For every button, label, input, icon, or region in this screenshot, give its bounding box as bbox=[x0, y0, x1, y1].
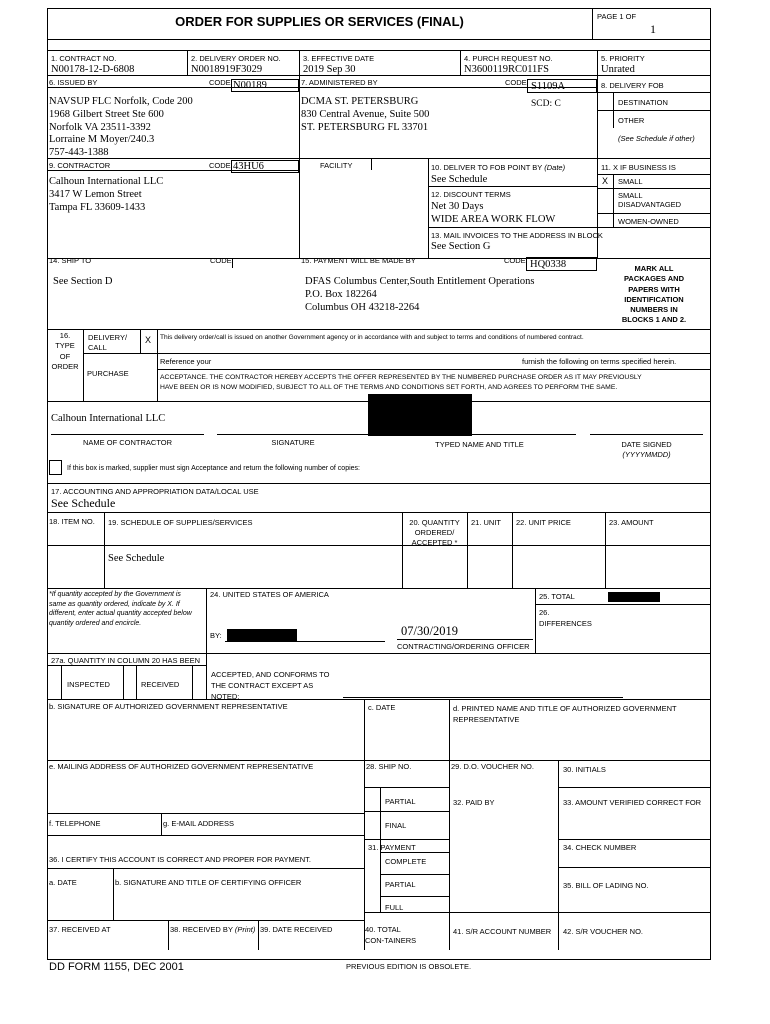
received-at-label: 37. RECEIVED AT bbox=[49, 925, 111, 934]
do-voucher-label: 29. D.O. VOUCHER NO. bbox=[451, 762, 534, 771]
divider bbox=[597, 92, 711, 93]
usa-label: 24. UNITED STATES OF AMERICA bbox=[210, 590, 329, 599]
item-no-header: 18. ITEM NO. bbox=[49, 517, 95, 526]
form-id: DD FORM 1155, DEC 2001 bbox=[49, 961, 184, 973]
deliver-to-fob-value[interactable]: See Schedule bbox=[431, 174, 488, 185]
ship-to-code-label: CODE bbox=[210, 256, 232, 265]
divider bbox=[364, 787, 449, 788]
divider bbox=[613, 174, 614, 227]
divider bbox=[47, 760, 711, 761]
divider bbox=[206, 588, 207, 653]
complete-label: COMPLETE bbox=[385, 857, 427, 866]
received-by-label-text: 38. RECEIVED BY bbox=[170, 925, 233, 934]
received-by-label bbox=[170, 925, 255, 934]
divider bbox=[258, 920, 259, 950]
business-women-owned: WOMEN-OWNED bbox=[618, 217, 679, 226]
signature-line bbox=[225, 641, 385, 642]
divider bbox=[47, 87, 597, 88]
order-type-label: 16. TYPE OF ORDER bbox=[51, 331, 79, 371]
divider bbox=[157, 369, 711, 370]
divider bbox=[83, 329, 84, 401]
partial2-label: PARTIAL bbox=[385, 880, 416, 889]
divider bbox=[47, 835, 364, 836]
deliver-to-fob-label-text: 10. DELIVER TO FOB POINT BY bbox=[431, 163, 543, 172]
divider bbox=[47, 545, 711, 546]
divider bbox=[428, 186, 597, 187]
divider bbox=[380, 852, 449, 853]
divider bbox=[168, 920, 169, 950]
page-label: PAGE 1 OF bbox=[597, 12, 637, 21]
divider bbox=[460, 50, 461, 75]
divider bbox=[161, 813, 162, 835]
delivery-fob-label: 8. DELIVERY FOB bbox=[601, 81, 664, 90]
fob-other: OTHER bbox=[618, 116, 645, 125]
quantity-header: 20. QUANTITY ORDERED/ ACCEPTED * bbox=[409, 518, 460, 547]
mail-invoices-value[interactable]: See Section G bbox=[431, 241, 491, 252]
divider bbox=[558, 787, 711, 788]
purch-request-label: 4. PURCH REQUEST NO. bbox=[464, 54, 553, 63]
facility-label: FACILITY bbox=[320, 161, 353, 170]
typed-name-label: TYPED NAME AND TITLE bbox=[435, 440, 524, 449]
inspected-label: INSPECTED bbox=[67, 680, 110, 689]
effective-date-label: 3. EFFECTIVE DATE bbox=[303, 54, 375, 63]
divider bbox=[558, 760, 559, 950]
divider bbox=[428, 227, 711, 228]
mailing-label: e. MAILING ADDRESS OF AUTHORIZED GOVERNMENT REPRESENTATIVE bbox=[49, 762, 314, 771]
discount-terms-label: 12. DISCOUNT TERMS bbox=[431, 190, 511, 199]
business-small-disadvantaged: SMALL DISADVANTAGED bbox=[618, 191, 682, 209]
page-total: 1 bbox=[650, 22, 656, 36]
ship-no-label: 28. SHIP NO. bbox=[366, 762, 412, 771]
sr-account-label: 41. S/R ACCOUNT NUMBER bbox=[453, 927, 552, 936]
divider bbox=[47, 920, 364, 921]
payment-address[interactable]: DFAS Columbus Center,South Entitlement Operations P.O. Box 182264 Columbus OH 43218-2264 bbox=[305, 276, 535, 313]
total-containers-label: 40. TOTAL CON-TAINERS bbox=[365, 925, 417, 945]
order-type-mark[interactable]: X bbox=[145, 335, 152, 345]
divider bbox=[558, 839, 711, 840]
notes-line bbox=[343, 697, 623, 698]
divider bbox=[299, 50, 300, 258]
supplies-header: 19. SCHEDULE OF SUPPLIES/SERVICES bbox=[108, 518, 253, 527]
sr-voucher-label: 42. S/R VOUCHER NO. bbox=[563, 927, 644, 936]
qty-has-been-label: 27a. QUANTITY IN COLUMN 20 HAS BEEN bbox=[51, 656, 201, 665]
copies-note: If this box is marked, supplier must sign Acceptance and return the following number of copies: bbox=[67, 465, 360, 472]
by-label: BY: bbox=[210, 631, 222, 640]
divider bbox=[364, 912, 711, 913]
certify-label: 36. I CERTIFY THIS ACCOUNT IS CORRECT AND PROPER FOR PAYMENT. bbox=[49, 855, 311, 864]
divider bbox=[605, 512, 606, 588]
payment-31-label: 31. PAYMENT bbox=[368, 843, 416, 852]
telephone-label: f. TELEPHONE bbox=[49, 819, 101, 828]
divider bbox=[380, 896, 449, 897]
name-of-contractor-label: NAME OF CONTRACTOR bbox=[82, 438, 173, 447]
redacted-signature bbox=[368, 394, 472, 436]
signature-line bbox=[217, 434, 369, 435]
cert-sig-label: b. SIGNATURE AND TITLE OF CERTIFYING OFFICER bbox=[115, 878, 302, 887]
divider bbox=[47, 158, 711, 159]
mark-all-packages: MARK ALL PACKAGES AND PAPERS WITH IDENTIFICATION NUMBERS IN BLOCKS 1 AND 2. bbox=[621, 264, 687, 325]
contractor-code[interactable]: 43HU6 bbox=[233, 161, 264, 172]
total-label: 25. TOTAL bbox=[539, 592, 575, 601]
divider bbox=[47, 813, 364, 814]
business-small: SMALL bbox=[618, 177, 643, 186]
divider bbox=[364, 839, 449, 840]
divider bbox=[592, 8, 593, 39]
divider bbox=[597, 213, 711, 214]
date-signed-label: DATE SIGNED bbox=[621, 440, 672, 449]
delivery-order-no[interactable]: N0018919F3029 bbox=[191, 64, 263, 75]
divider bbox=[535, 588, 536, 653]
partial-label: PARTIAL bbox=[385, 797, 416, 806]
quantity-note: *If quantity accepted by the Government is same as quantity ordered, indicate by X. If different, enter actual quantity accepted below quantity ordered and encircle. bbox=[49, 591, 192, 627]
redacted-total bbox=[608, 592, 660, 602]
divider bbox=[113, 868, 114, 920]
sig-auth-label: b. SIGNATURE OF AUTHORIZED GOVERNMENT REPRESENTATIVE bbox=[49, 702, 288, 711]
administered-by-address[interactable]: DCMA ST. PETERSBURG 830 Central Avenue, Suite 500 ST. PETERSBURG FL 33701 bbox=[301, 96, 430, 133]
administered-by-code[interactable]: S1109A bbox=[531, 81, 566, 92]
contract-no-label: 1. CONTRACT NO. bbox=[51, 54, 117, 63]
signature-line bbox=[397, 639, 533, 640]
divider bbox=[613, 92, 614, 128]
order-type-purchase: PURCHASE bbox=[87, 369, 129, 378]
dd-form-1155 bbox=[47, 8, 711, 960]
date-c-label: c. DATE bbox=[368, 703, 396, 712]
full-label: FULL bbox=[385, 903, 404, 912]
delivery-order-label: 2. DELIVERY ORDER NO. bbox=[191, 54, 281, 63]
date-format: (YYYYMMDD) bbox=[622, 450, 671, 459]
administered-by-label: 7. ADMINISTERED BY bbox=[301, 78, 378, 87]
furnish-text: furnish the following on terms specified herein. bbox=[522, 357, 677, 366]
paid-by-label: 32. PAID BY bbox=[453, 798, 495, 807]
unit-header: 21. UNIT bbox=[471, 518, 502, 527]
payment-code-label: CODE bbox=[504, 256, 526, 265]
divider bbox=[47, 39, 711, 40]
issued-by-address[interactable]: NAVSUP FLC Norfolk, Code 200 1968 Gilbert Street Ste 600 Norfolk VA 23511-3392 Lorraine M Moyer/240.3 757-443-1388 bbox=[49, 96, 193, 159]
divider bbox=[512, 512, 513, 588]
issued-by-code-label: CODE bbox=[209, 78, 231, 87]
officer-date[interactable]: 07/30/2019 bbox=[401, 624, 458, 638]
schedule-value[interactable]: See Schedule bbox=[108, 553, 165, 564]
administered-by-code-label: CODE bbox=[505, 78, 527, 87]
divider bbox=[187, 50, 188, 75]
divider bbox=[157, 329, 158, 401]
acceptance-text: ACCEPTANCE. THE CONTRACTOR HEREBY ACCEPTS THE OFFER REPRESENTED BY THE NUMBERED PURCHASE ORDER AS IT MAY PREVIOUSLY HAVE BEEN OR IS NOW MODIFIED, SUBJECT TO ALL OF THE TERMS AND CONDITIONS SET FORTH, AND AGREES TO PERFORM THE SAME. bbox=[160, 374, 642, 391]
unit-price-header: 22. UNIT PRICE bbox=[516, 518, 571, 527]
order-type-delivery-text: This delivery order/call is issued on another Government agency or in accordance with and subject to terms and conditions of numbered contract. bbox=[160, 334, 584, 341]
check-number-label: 34. CHECK NUMBER bbox=[563, 843, 637, 852]
redacted-officer-signature bbox=[227, 629, 297, 641]
differences-label: 26. DIFFERENCES bbox=[539, 608, 592, 628]
fob-note: (See Schedule if other) bbox=[618, 134, 695, 143]
divider bbox=[47, 588, 711, 589]
business-mark[interactable]: X bbox=[602, 176, 609, 186]
date-received-label: 39. DATE RECEIVED bbox=[260, 925, 333, 934]
initials-label: 30. INITIALS bbox=[563, 765, 606, 774]
divider bbox=[140, 329, 141, 353]
divider bbox=[535, 604, 711, 605]
contractor-address[interactable]: Calhoun International LLC 3417 W Lemon Street Tampa FL 33609-1433 bbox=[49, 176, 164, 213]
divider bbox=[597, 110, 711, 111]
divider bbox=[380, 874, 449, 875]
divider bbox=[206, 653, 207, 699]
divider bbox=[47, 653, 711, 654]
reference-your: Reference your bbox=[160, 357, 212, 366]
officer-label: CONTRACTING/ORDERING OFFICER bbox=[397, 642, 530, 651]
bill-of-lading-label: 35. BILL OF LADING NO. bbox=[563, 881, 649, 890]
email-label: g. E-MAIL ADDRESS bbox=[163, 819, 234, 828]
divider bbox=[428, 158, 429, 258]
purch-request-no[interactable]: N3600119RC011FS bbox=[464, 64, 549, 75]
received-label: RECEIVED bbox=[141, 680, 180, 689]
contractor-label: 9. CONTRACTOR bbox=[49, 161, 111, 170]
divider bbox=[47, 699, 711, 700]
amount-header: 23. AMOUNT bbox=[609, 518, 654, 527]
accounting-label: 17. ACCOUNTING AND APPROPRIATION DATA/LOCAL USE bbox=[51, 487, 259, 496]
divider bbox=[47, 483, 711, 484]
divider bbox=[47, 50, 711, 51]
divider bbox=[192, 665, 193, 699]
priority[interactable]: Unrated bbox=[601, 64, 635, 75]
cert-date-label: a. DATE bbox=[49, 878, 77, 887]
accepted-conforms: ACCEPTED, AND CONFORMS TO THE CONTRACT EXCEPT AS NOTED: bbox=[211, 670, 330, 701]
divider bbox=[467, 512, 468, 588]
mail-invoices-label: 13. MAIL INVOICES TO THE ADDRESS IN BLOCK bbox=[431, 231, 603, 240]
divider bbox=[364, 811, 449, 812]
printed-name-label: d. PRINTED NAME AND TITLE OF AUTHORIZED GOVERNMENT REPRESENTATIVE bbox=[453, 704, 677, 724]
signature-line bbox=[590, 434, 703, 435]
final-label: FINAL bbox=[385, 821, 407, 830]
copies-checkbox[interactable] bbox=[49, 460, 62, 475]
deliver-to-fob-label bbox=[431, 163, 565, 172]
divider bbox=[47, 512, 711, 513]
divider bbox=[47, 868, 364, 869]
scd: SCD: C bbox=[531, 99, 561, 109]
signature-label: SIGNATURE bbox=[271, 438, 315, 447]
divider bbox=[136, 665, 137, 699]
payment-code[interactable]: HQ0338 bbox=[530, 259, 567, 270]
signature-line bbox=[51, 434, 204, 435]
discount-terms-value[interactable]: Net 30 Days WIDE AREA WORK FLOW bbox=[431, 201, 556, 225]
divider bbox=[61, 665, 62, 699]
divider bbox=[47, 665, 206, 666]
contractor-name-value[interactable]: Calhoun International LLC bbox=[51, 413, 166, 424]
fob-destination: DESTINATION bbox=[618, 98, 668, 107]
order-type-delivery-call: DELIVERY/ CALL bbox=[88, 333, 128, 352]
divider bbox=[47, 329, 711, 330]
priority-label: 5. PRIORITY bbox=[601, 54, 645, 63]
amount-verified-label: 33. AMOUNT VERIFIED CORRECT FOR bbox=[563, 798, 702, 807]
issued-by-code[interactable]: N00189 bbox=[233, 80, 267, 91]
divider bbox=[597, 174, 711, 175]
effective-date[interactable]: 2019 Sep 30 bbox=[303, 64, 356, 75]
received-by-print: (Print) bbox=[234, 925, 256, 934]
issued-by-label: 6. ISSUED BY bbox=[49, 78, 98, 87]
form-title: ORDER FOR SUPPLIES OR SERVICES (FINAL) bbox=[175, 14, 464, 29]
divider bbox=[123, 665, 124, 699]
ship-to-value[interactable]: See Section D bbox=[53, 276, 113, 287]
divider bbox=[597, 188, 711, 189]
contract-no[interactable]: N00178-12-D-6808 bbox=[51, 64, 135, 75]
accounting-value[interactable]: See Schedule bbox=[51, 496, 116, 510]
business-label: 11. X IF BUSINESS IS bbox=[601, 163, 676, 172]
payment-label: 15. PAYMENT WILL BE MADE BY bbox=[301, 256, 416, 265]
contractor-code-label: CODE bbox=[209, 161, 231, 170]
ship-to-label: 14. SHIP TO bbox=[49, 256, 92, 265]
deliver-to-fob-label-suffix: (Date) bbox=[544, 163, 566, 172]
divider bbox=[83, 353, 711, 354]
divider bbox=[232, 258, 233, 268]
previous-edition-note: PREVIOUS EDITION IS OBSOLETE. bbox=[346, 962, 472, 971]
divider bbox=[371, 158, 372, 170]
divider bbox=[104, 512, 105, 588]
divider bbox=[558, 867, 711, 868]
